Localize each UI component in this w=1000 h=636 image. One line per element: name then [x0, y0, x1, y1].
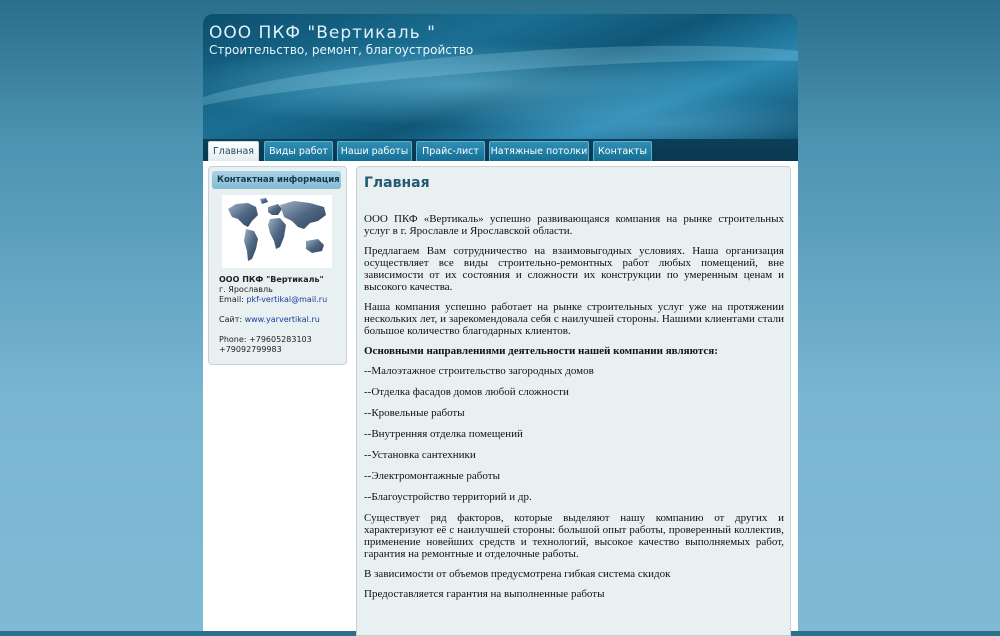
phone-2: +79092799983: [219, 345, 282, 354]
tab-home[interactable]: Главная: [208, 141, 259, 161]
list-item: --Установка сантехники: [364, 449, 476, 461]
phone-label: Phone:: [219, 335, 247, 344]
main-nav: [203, 139, 798, 161]
page-heading: Главная: [364, 175, 430, 191]
list-item: --Благоустройство территорий и др.: [364, 491, 532, 503]
site-title: ООО ПКФ "Вертикаль ": [209, 23, 436, 43]
email-link[interactable]: pkf-vertikal@mail.ru: [246, 295, 328, 304]
list-item: --Кровельные работы: [364, 407, 465, 419]
contact-city: г. Ярославль: [219, 285, 273, 294]
tab-our-works[interactable]: Наши работы: [337, 141, 412, 161]
page-body: [203, 161, 798, 631]
email-label: Email:: [219, 295, 244, 304]
experience-paragraph: Наша компания успешно работает на рынке строительных услуг уже на протяжении нескольких лет, и зарекомендовала себя с наилучшей стороны. Нашими клиентами стали большое количество благодарных клиентов.: [364, 301, 784, 337]
site-subtitle: Строительство, ремонт, благоустройство: [209, 43, 474, 57]
contact-email-row: [219, 295, 343, 305]
tab-contacts[interactable]: Контакты: [593, 141, 652, 161]
phone-1: +79605283103: [249, 335, 312, 344]
directions-heading: Основными направлениями деятельности нашей компании являются:: [364, 345, 718, 357]
tab-price-list[interactable]: Прайс-лист: [416, 141, 485, 161]
list-item: --Внутренняя отделка помещений: [364, 428, 523, 440]
sidebar-title: Контактная информация: [212, 171, 341, 189]
list-item: --Электромонтажные работы: [364, 470, 500, 482]
site-link[interactable]: www.yarvertikal.ru: [244, 315, 320, 324]
guarantee-paragraph: Предоставляется гарантия на выполненные работы: [364, 588, 605, 600]
page-wrapper: [203, 14, 798, 631]
contact-company: ООО ПКФ "Вертикаль": [219, 275, 324, 284]
list-item: --Отделка фасадов домов любой сложности: [364, 386, 569, 398]
tab-stretch-ceilings[interactable]: Натяжные потолки: [489, 141, 589, 161]
discounts-paragraph: В зависимости от объемов предусмотрена гибкая система скидок: [364, 568, 671, 580]
intro-paragraph: ООО ПКФ «Вертикаль» успешно развивающаяся компания на рынке строительных услуг в г. Ярославле и Ярославской области.: [364, 213, 784, 237]
world-map-icon: [222, 195, 332, 268]
contact-details: [219, 275, 343, 355]
list-item: --Малоэтажное строительство загородных домов: [364, 365, 594, 377]
factors-paragraph: Существует ряд факторов, которые выделяют нашу компанию от других и характеризуют её с наилучшей стороны: большой опыт работы, проверенный коллектив, применение новейших средств и технологий, высокое качество выполняемых работ, гарантия на ремонтные и отделочные работы.: [364, 512, 784, 560]
offer-paragraph: Предлагаем Вам сотрудничество на взаимовыгодных условиях. Наша организация осуществляет все виды строительно-ремонтных работ любых помещений, вне зависимости от их состояния и сложности их конструкции по умеренным ценам и высокого качества.: [364, 245, 784, 293]
main-content: [356, 166, 791, 636]
contact-site-row: [219, 315, 343, 325]
site-header: [203, 14, 798, 139]
tab-work-types[interactable]: Виды работ: [264, 141, 333, 161]
world-map-image: [222, 195, 332, 268]
contact-phone-row: [219, 335, 343, 345]
site-label: Сайт:: [219, 315, 243, 324]
contact-sidebar: [208, 166, 347, 365]
